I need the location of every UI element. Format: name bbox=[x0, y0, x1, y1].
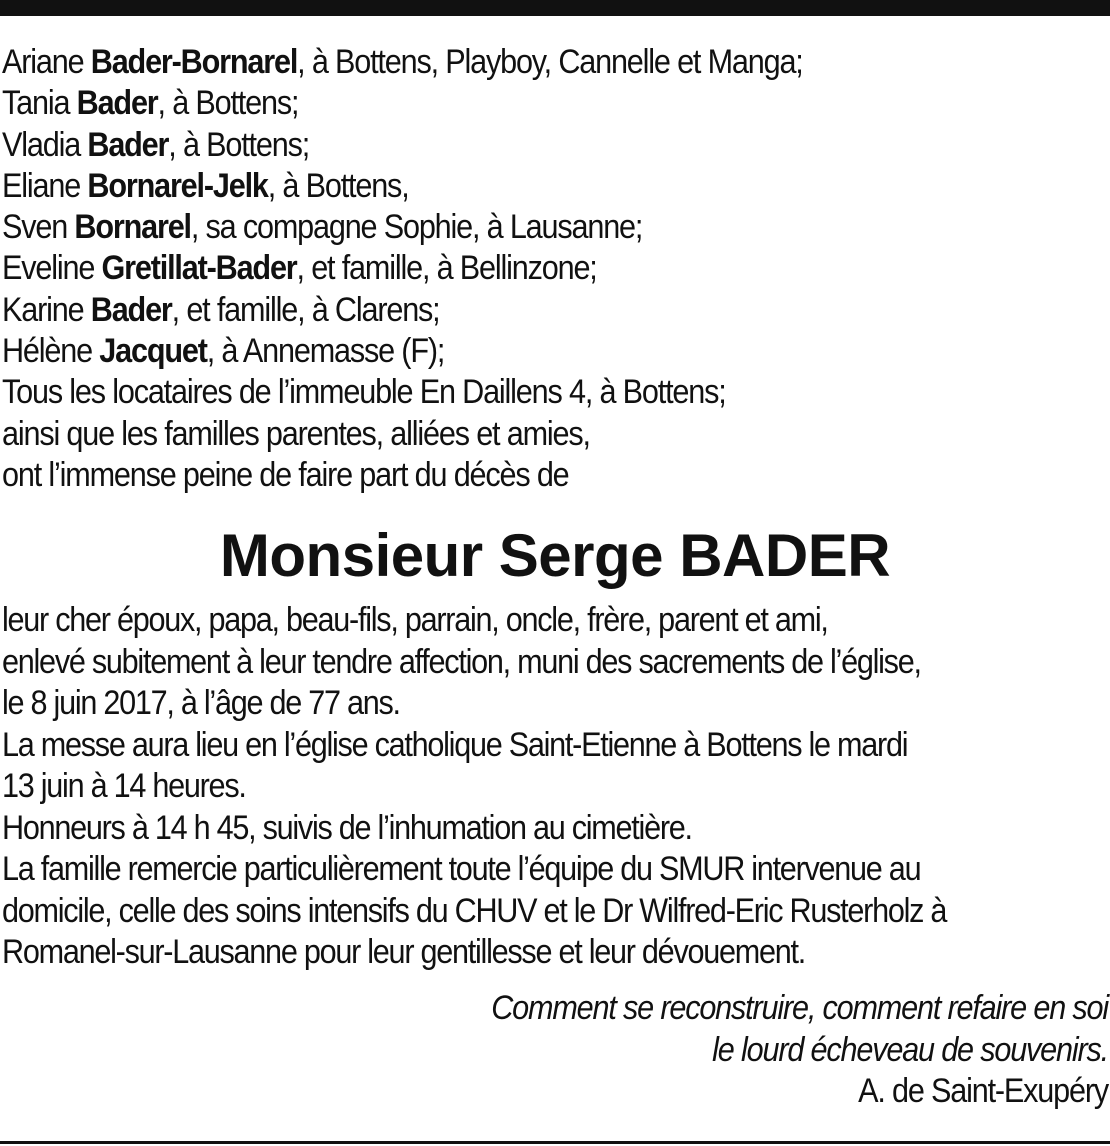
surname: Bader bbox=[76, 84, 158, 123]
family-line: Hélène Jacquet, à Annemasse (F); bbox=[2, 332, 445, 371]
family-line: Ariane Bader-Bornarel, à Bottens, Playboy, Cannelle et Manga; bbox=[2, 43, 803, 81]
surname: Jacquet bbox=[99, 332, 207, 371]
family-line: Tania Bader, à Bottens; bbox=[2, 84, 299, 123]
body-line: leur cher époux, papa, beau-fils, parrain, oncle, frère, parent et ami, bbox=[2, 601, 828, 639]
surname: Gretillat-Bader bbox=[101, 249, 297, 288]
family-line: Eveline Gretillat-Bader, et famille, à Bellinzone; bbox=[2, 249, 597, 288]
family-line: Vladia Bader, à Bottens; bbox=[2, 125, 310, 164]
family-list bbox=[2, 42, 1102, 496]
intro-line: ont l’immense peine de faire part du décès de bbox=[2, 455, 569, 494]
quote-block bbox=[8, 988, 1108, 1113]
body-line: 13 juin à 14 heures. bbox=[2, 767, 246, 805]
surname: Bornarel bbox=[74, 208, 191, 247]
family-line: Karine Bader, et famille, à Clarens; bbox=[2, 290, 440, 329]
body-line: domicile, celle des soins intensifs du CHUV et le Dr Wilfred-Eric Rusterholz à bbox=[2, 891, 947, 930]
quote-author: A. de Saint-Exupéry bbox=[858, 1072, 1108, 1110]
deceased-name: Monsieur Serge BADER bbox=[219, 522, 891, 589]
body-line: Honneurs à 14 h 45, suivis de l’inhumation au cimetière. bbox=[2, 808, 692, 847]
surname: Bornarel-Jelk bbox=[87, 166, 268, 205]
bottom-rule bbox=[0, 1141, 1110, 1144]
announcement-body bbox=[2, 600, 1108, 974]
top-rule bbox=[0, 0, 1110, 16]
intro-line: ainsi que les familles parentes, alliées et amies, bbox=[2, 414, 590, 453]
body-line: le 8 juin 2017, à l’âge de 77 ans. bbox=[2, 684, 400, 722]
family-line: Sven Bornarel, sa compagne Sophie, à Lausanne; bbox=[2, 208, 643, 247]
body-line: Romanel-sur-Lausanne pour leur gentillesse et leur dévouement. bbox=[2, 933, 805, 971]
surname: Bader bbox=[90, 290, 172, 329]
quote-line: le lourd écheveau de souvenirs. bbox=[712, 1030, 1108, 1069]
family-line: Eliane Bornarel-Jelk, à Bottens, bbox=[2, 166, 409, 205]
surname: Bader-Bornarel bbox=[90, 43, 298, 81]
body-line: enlevé subitement à leur tendre affection, muni des sacrements de l’église, bbox=[2, 642, 921, 681]
body-line: La famille remercie particulièrement toute l’équipe du SMUR intervenue au bbox=[2, 850, 921, 888]
intro-line: Tous les locataires de l’immeuble En Daillens 4, à Bottens; bbox=[2, 373, 726, 412]
body-line: La messe aura lieu en l’église catholique Saint-Etienne à Bottens le mardi bbox=[2, 725, 908, 764]
quote-line: Comment se reconstruire, comment refaire en soi bbox=[491, 989, 1108, 1027]
surname: Bader bbox=[87, 125, 169, 164]
